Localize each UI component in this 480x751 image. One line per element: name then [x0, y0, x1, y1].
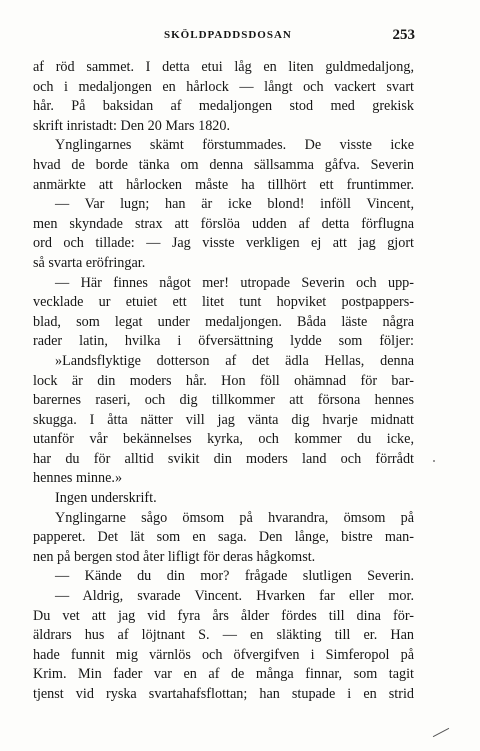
text-line: af röd sammet. I detta etui låg en liten guldmedaljong, — [33, 59, 414, 75]
text-line: blad, som legat under medaljongen. Båda läste några — [33, 313, 414, 330]
text-line: hade funnit mig värnlös och öfvergifven i Simferopol på — [33, 646, 414, 663]
text-line: — Aldrig, svarade Vincent. Hvarken far eller mor. — [55, 588, 414, 605]
text-line: och i medaljongen en hårlock — långt och vackert svart — [33, 78, 414, 95]
text-line: Ingen underskrift. — [55, 490, 157, 507]
text-line: nen på bergen stod åter lifligt för deras hågkomst. — [33, 548, 316, 565]
text-line: rader latin, hvilka i öfversättning lydde som följer: — [33, 333, 414, 350]
text-line: Ynglingarne sågo ömsom på hvarandra, ömsom på — [55, 509, 414, 526]
text-line: tjenst vid ryska svartahafsflottan; han stupade i en strid — [33, 686, 414, 702]
running-title: SKÖLDPADDSDOSAN — [164, 29, 292, 41]
text-line: — Kände du din mor? frågade slutligen Severin. — [55, 568, 414, 585]
text-body — [33, 58, 414, 705]
text-line: äldrars hus af löjtnant S. — en släkting till er. Han — [33, 627, 414, 644]
text-line: ord och tillade: — Jag visste verkligen ej att jag gjort — [33, 235, 414, 252]
page-number: 253 — [392, 27, 415, 43]
text-line: anmärkte att hårlocken måste ha tillhört ett fruntimmer. — [33, 176, 414, 193]
pencil-mark — [433, 728, 449, 737]
running-head — [38, 27, 418, 47]
text-line: Krim. Min fader var en af de många finnar, som tagit — [33, 666, 414, 683]
text-line: Ynglingarnes skämt förstummades. De visste icke — [55, 137, 414, 154]
text-line: barernes raseri, och dig tillkommer att försona hennes — [33, 392, 414, 409]
text-line: Du vet att jag vid fyra års ålder fördes till dina för- — [33, 607, 414, 624]
text-line: — Var lugn; han är icke blond! inföll Vincent, — [55, 196, 414, 213]
scan-speck — [433, 460, 435, 462]
text-line: så svarta eröfringar. — [33, 254, 146, 271]
text-line: papperet. Det lät som en saga. Den långe, bistre man- — [33, 529, 414, 546]
text-line: — Här finnes något mer! utropade Severin och upp- — [55, 274, 414, 291]
text-line: har du för alltid svikit din moders land och förrådt — [33, 450, 414, 467]
text-line: hennes minne.» — [33, 470, 123, 487]
text-line: »Landsflyktige dotterson af det ädla Hellas, denna — [55, 352, 414, 369]
text-line: skrift inristadt: Den 20 Mars 1820. — [33, 117, 231, 134]
text-line: vecklade ur etuiet ett litet tunt hopviket postpappers- — [33, 294, 414, 311]
text-line: men skyndade strax att förslöa udden af detta förflugna — [33, 215, 414, 232]
text-line: skugga. I åtta nätter vill jag vänta dig hvarje midnatt — [33, 411, 414, 428]
text-line: hvad de borde tänka om denna sällsamma gåfva. Severin — [33, 156, 414, 173]
text-line: utanför vår bekännelses kyrka, och kommer du icke, — [33, 431, 414, 448]
text-line: hår. På baksidan af medaljongen stod med grekisk — [33, 98, 414, 115]
text-line: lock är din moders hår. Hon föll ohämnad för bar- — [33, 372, 414, 389]
